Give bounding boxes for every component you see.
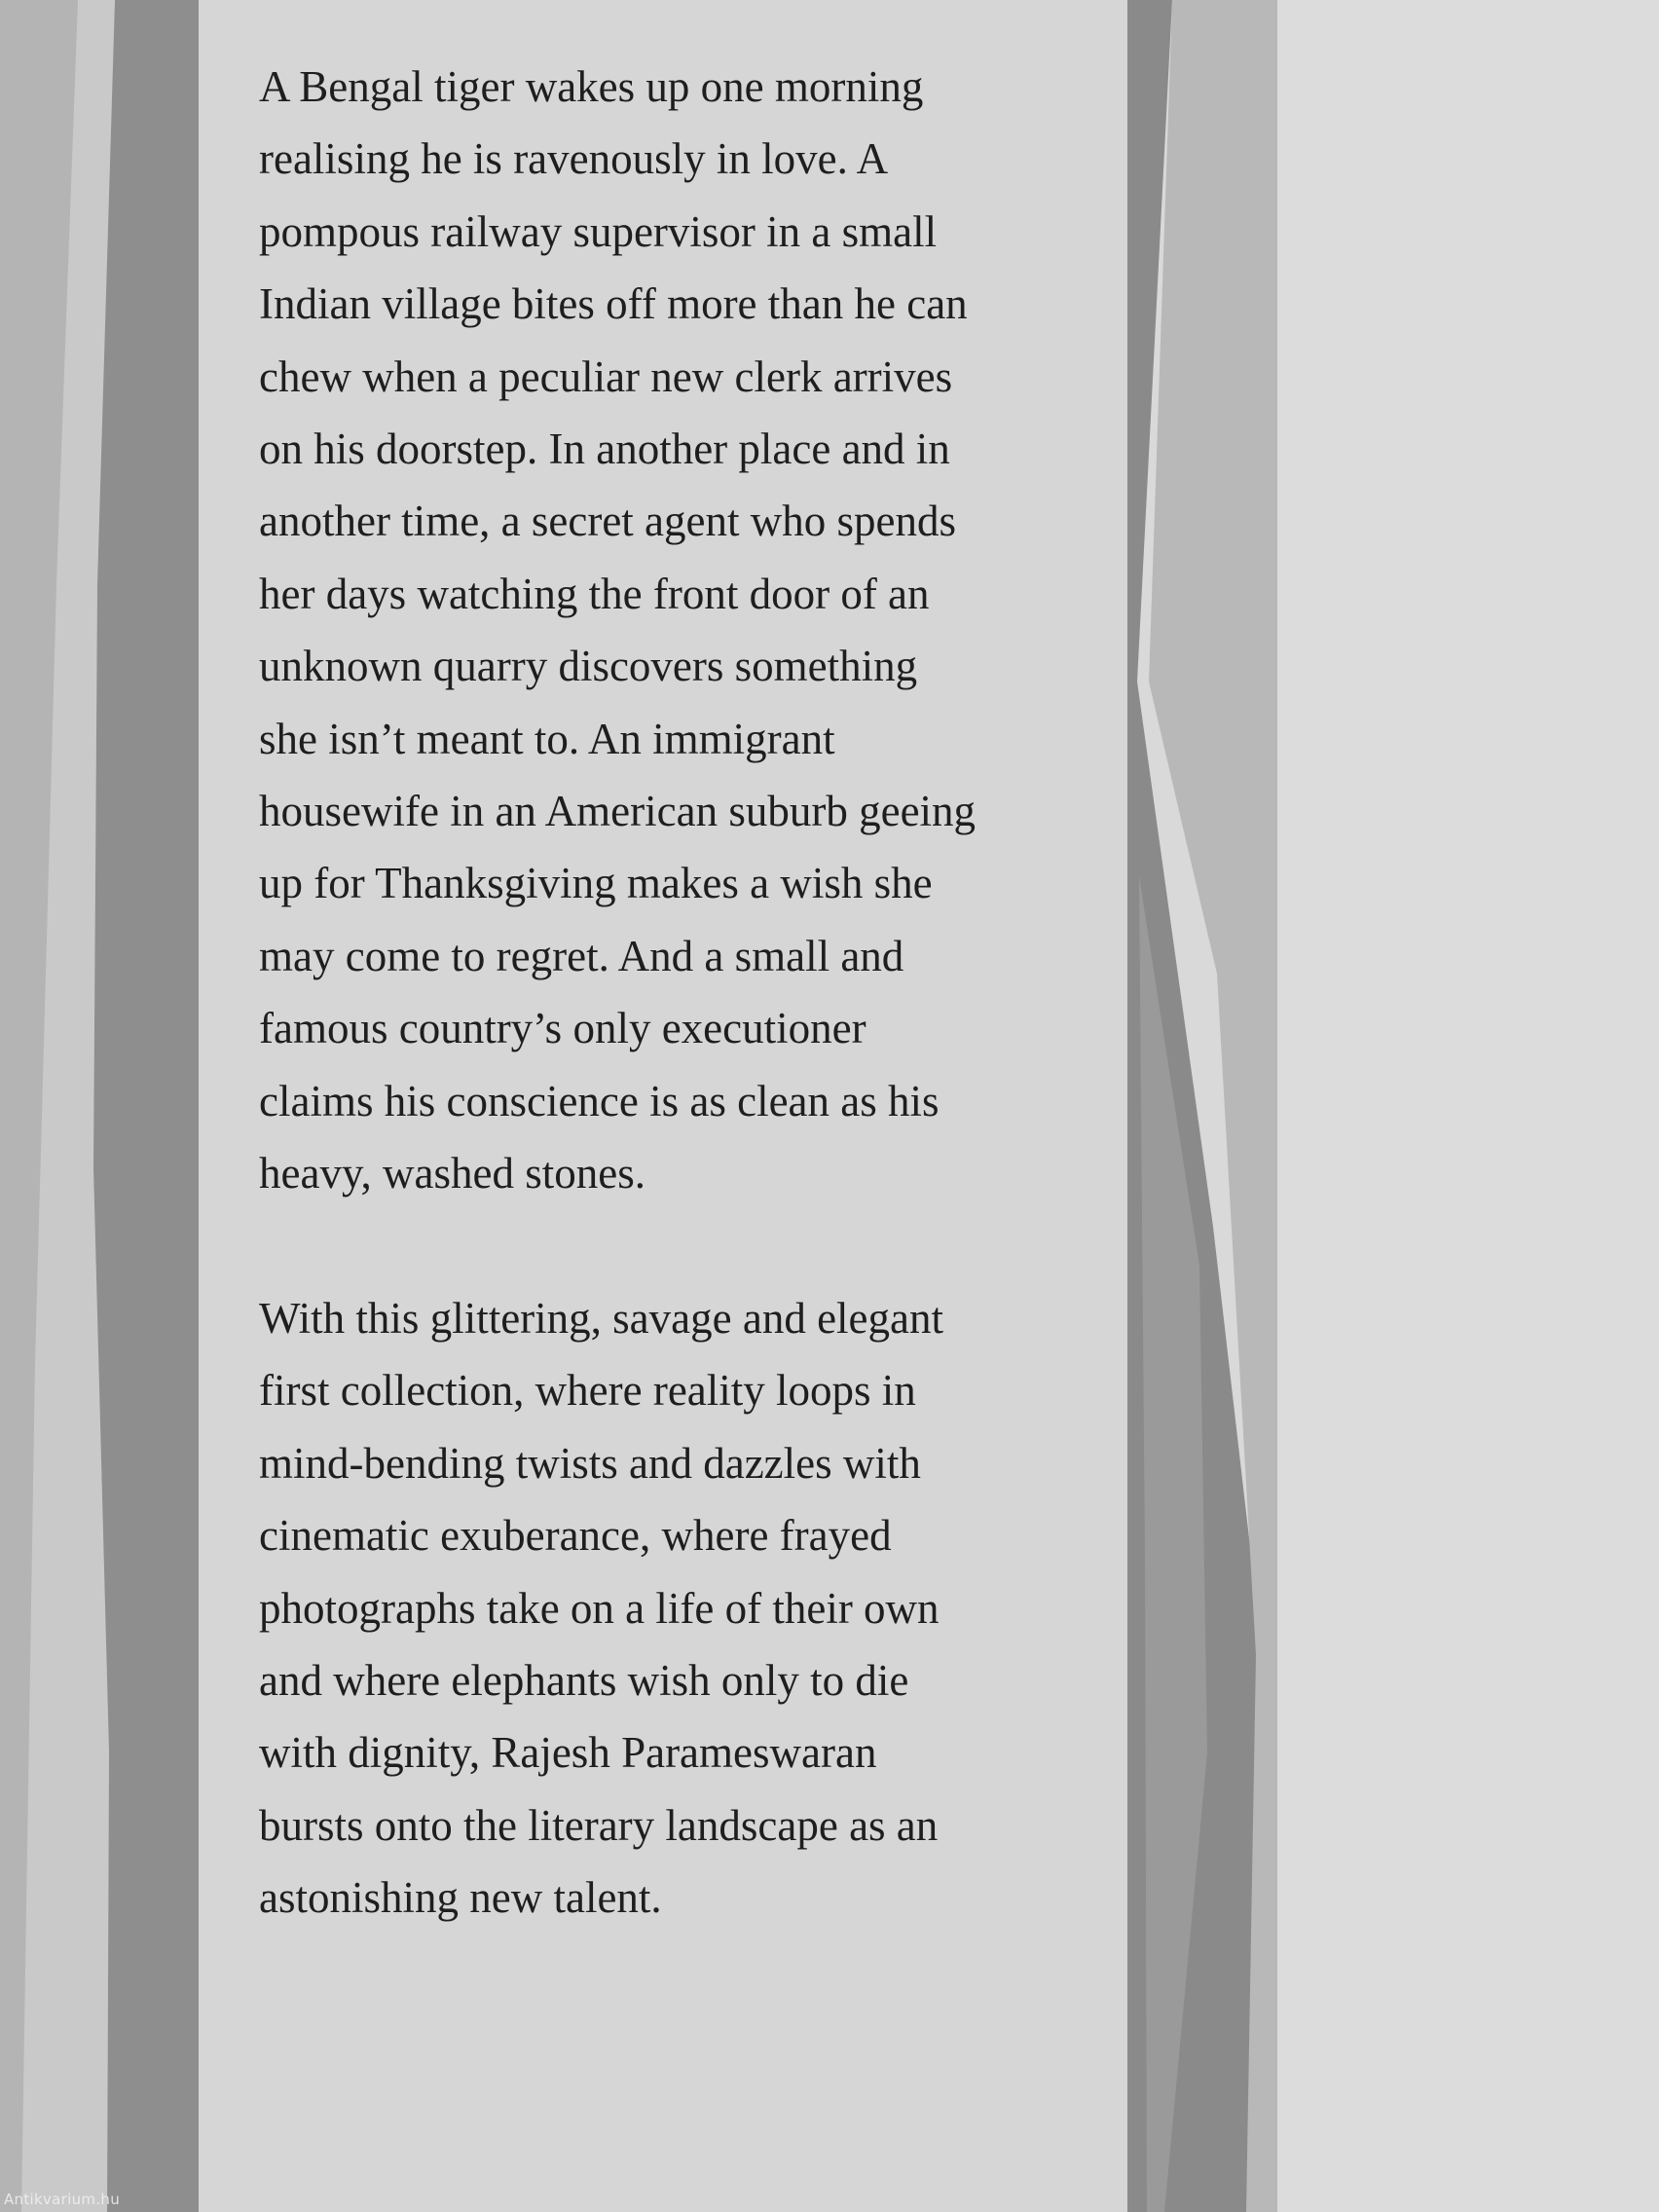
stripe-left-dark bbox=[93, 0, 201, 2212]
blurb-line: and where elephants wish only to die bbox=[259, 1655, 909, 1705]
blurb-line: realising he is ravenously in love. A bbox=[259, 134, 889, 184]
blurb-line: With this glittering, savage and elegant bbox=[259, 1293, 943, 1343]
blurb-text bbox=[259, 51, 1116, 1935]
page-edge-right bbox=[1277, 0, 1659, 2212]
blurb-line: first collection, where reality loops in bbox=[259, 1366, 916, 1416]
blurb-line: claims his conscience is as clean as his bbox=[259, 1076, 940, 1125]
blurb-line: she isn’t meant to. An immigrant bbox=[259, 714, 835, 763]
blurb-line: may come to regret. And a small and bbox=[259, 931, 904, 980]
blurb-line: up for Thanksgiving makes a wish she bbox=[259, 859, 933, 908]
watermark: Antikvarium.hu bbox=[4, 2191, 121, 2208]
blurb-line: another time, a secret agent who spends bbox=[259, 497, 957, 546]
blurb-line: on his doorstep. In another place and in bbox=[259, 424, 950, 474]
blurb-line: Indian village bites off more than he can bbox=[259, 279, 968, 329]
blurb-line: astonishing new talent. bbox=[259, 1873, 662, 1923]
blurb-line: chew when a peculiar new clerk arrives bbox=[259, 351, 953, 401]
paragraph-gap bbox=[259, 1210, 1116, 1282]
blurb-line: pompous railway supervisor in a small bbox=[259, 206, 938, 256]
blurb-line: unknown quarry discovers something bbox=[259, 642, 918, 691]
blurb-line: with dignity, Rajesh Parameswaran bbox=[259, 1728, 877, 1778]
blurb-line: heavy, washed stones. bbox=[259, 1149, 645, 1198]
blurb-line: photographs take on a life of their own bbox=[259, 1583, 940, 1633]
blurb-line: mind-bending twists and dazzles with bbox=[259, 1438, 921, 1488]
blurb-line: famous country’s only executioner bbox=[259, 1004, 866, 1053]
blurb-line: cinematic exuberance, where frayed bbox=[259, 1511, 892, 1561]
blurb-line: her days watching the front door of an bbox=[259, 569, 930, 618]
blurb-line: bursts onto the literary landscape as an bbox=[259, 1800, 939, 1850]
blurb-line: A Bengal tiger wakes up one morning bbox=[259, 62, 924, 111]
blurb-line: housewife in an American suburb geeing bbox=[259, 787, 977, 836]
